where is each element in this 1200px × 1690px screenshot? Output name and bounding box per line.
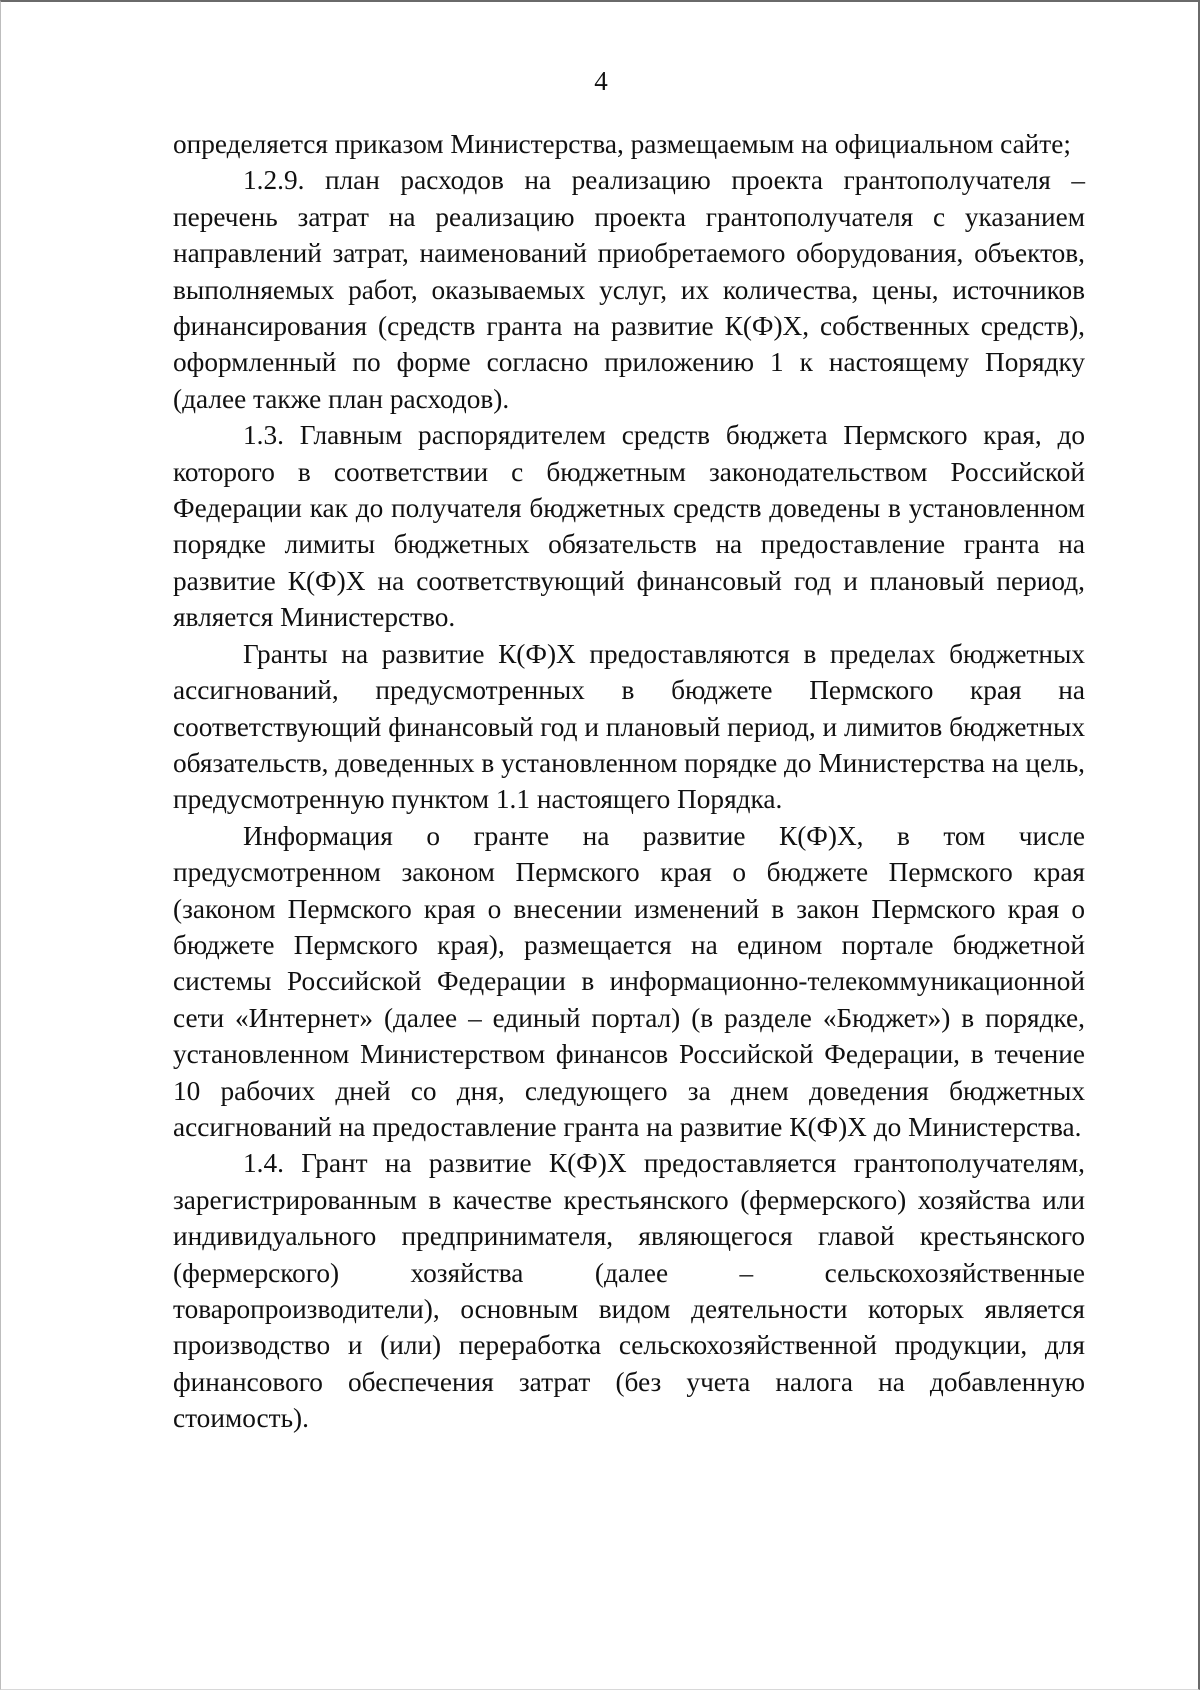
paragraph-1-3: 1.3. Главным распорядителем средств бюджета Пермского края, до которого в соответствии с бюджетным законодательством Российской Федерации как до получателя бюджетных средств доведены в установленном порядке лимиты бюджетных обязательств на предоставление гранта на развитие К(Ф)Х на соответствующий финансовый год и плановый период, является Министерство. <box>173 420 1085 633</box>
paragraph-grants-limits: Гранты на развитие К(Ф)Х предоставляются в пределах бюджетных ассигнований, предусмотренных в бюджете Пермского края на соответствующий финансовый год и плановый период, и лимитов бюджетных обязательств, доведенных в установленном порядке до Министерства на цель, предусмотренную пунктом 1.1 настоящего Порядка. <box>173 638 1085 815</box>
paragraph-continuation: определяется приказом Министерства, размещаемым на официальном сайте; <box>173 129 1071 159</box>
page-number: 4 <box>594 66 608 96</box>
paragraph-1-4: 1.4. Грант на развитие К(Ф)Х предоставляется грантополучателям, зарегистрированным в качестве крестьянского (фермерского) хозяйства или индивидуального предпринимателя, являющегося главой крестьянского (фермерского) хозяйства (далее – сельскохозяйственные товаропроизводители), основным видом деятельности которых является производство и (или) переработка сельскохозяйственной продукции, для финансового обеспечения затрат (без учета налога на добавленную стоимость). <box>173 1148 1085 1434</box>
paragraph-grant-information: Информация о гранте на развитие К(Ф)Х, в том числе предусмотренном законом Пермского края о бюджете Пермского края (законом Пермского края о внесении изменений в закон Пермского края о бюджете Пермского края), размещается на едином портале бюджетной системы Российской Федерации в информационно-телекоммуникационной сети «Интернет» (далее – единый портал) (в разделе «Бюджет») в порядке, установленном Министерством финансов Российской Федерации, в течение 10 рабочих дней со дня, следующего за днем доведения бюджетных ассигнований на предоставление гранта на развитие К(Ф)Х до Министерства. <box>173 820 1085 1142</box>
document-body <box>173 126 1085 1437</box>
paragraph-1-2-9: 1.2.9. план расходов на реализацию проекта грантополучателя – перечень затрат на реализацию проекта грантополучателя с указанием направлений затрат, наименований приобретаемого оборудования, объектов, выполняемых работ, оказываемых услуг, их количества, цены, источников финансирования (средств гранта на развитие К(Ф)Х, собственных средств), оформленный по форме согласно приложению 1 к настоящему Порядку (далее также план расходов). <box>173 165 1085 414</box>
